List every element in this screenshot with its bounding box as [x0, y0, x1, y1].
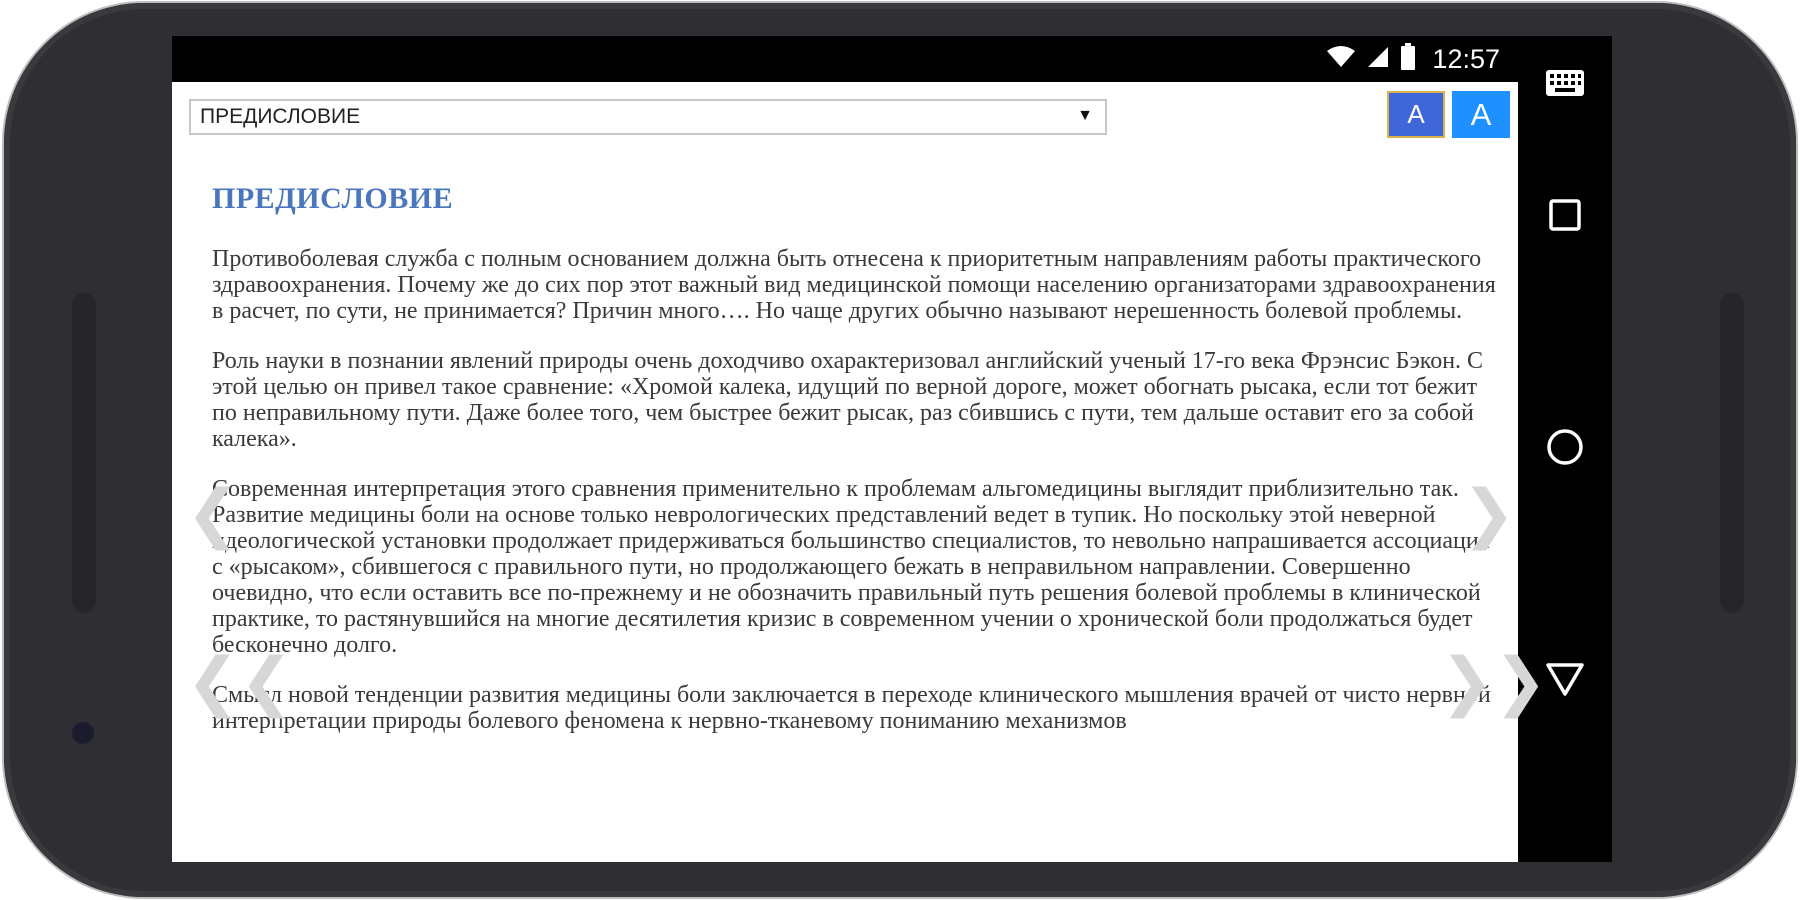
status-bar — [172, 36, 1518, 82]
article-content — [212, 182, 1502, 758]
keyboard-icon[interactable] — [1542, 60, 1588, 106]
battery-icon — [1400, 43, 1416, 76]
cell-signal-icon — [1366, 45, 1390, 74]
article-paragraph-2: Роль науки в познании явлений природы очень доходчиво охарактеризовал английский ученый 17-го века Фрэнсис Бэкон. С этой целью он привел такое сравнение: «Хромой калека, идущий по верной дороге, может обогнать рысака, если тот бежит по неправильному пути. Даже более того, чем быстрее бежит рысак, раз сбившись с пути, тем дальше оставит его за собой калека». — [212, 348, 1484, 452]
reader-app — [172, 82, 1548, 862]
article-paragraph-4: Смысл новой тенденции развития медицины боли заключается в переходе клинического мышления врачей от чисто нервной интерпретации природы болевого феномена к нервно-тканевому пониманию механизмов — [212, 682, 1491, 734]
prev-page-button[interactable]: ❮ — [186, 477, 240, 551]
next-page-button[interactable]: ❯ — [1462, 477, 1516, 551]
navigation-bar — [1518, 36, 1612, 862]
article-paragraph-1: Противоболевая служба с полным основанием должна быть отнесена к приоритетным направлениям работы практического здравоохранения. Почему же до сих пор этот важный вид медицинской помощи населению организаторами здравоохранения в расчет, по сути, не принимается? Причин много…. Но чаще других обычно называют нерешенность болевой проблемы. — [212, 246, 1496, 324]
speaker-grille-right — [1720, 293, 1744, 613]
wifi-icon — [1326, 45, 1356, 74]
recents-icon[interactable] — [1542, 192, 1588, 238]
chapter-select[interactable] — [189, 99, 1107, 135]
font-decrease-button[interactable]: A — [1387, 91, 1445, 138]
article-title: ПРЕДИСЛОВИЕ — [212, 182, 454, 215]
chapter-select-value: ПРЕДИСЛОВИЕ — [200, 105, 361, 128]
article-paragraph-3: Современная интерпретация этого сравнения применительно к проблемам альгомедицины выглядит приблизительно так. Развитие медицины боли на основе только неврологических представлений ведет в тупик. Но поскольку этой неверной идеологической установки продолжает придерживаться большинство специалистов, то невольно напрашивается ассоциация с «рысаком», сбившегося с правильного пути, но продолжающего бежать в неправильном направлении. Совершенно очевидно, что если оставить все по-прежнему и не обозначить правильный путь решения болевой проблемы в клинической практике, то растянувшийся на многие десятилетия кризис в современном учении о хронической боли продолжаться будет бесконечно долго. — [212, 476, 1490, 658]
font-increase-button[interactable]: A — [1452, 91, 1510, 138]
device-screen — [172, 36, 1612, 862]
front-camera — [72, 722, 94, 744]
home-icon[interactable] — [1542, 424, 1588, 470]
speaker-grille-left — [72, 293, 96, 613]
status-time: 12:57 — [1432, 43, 1500, 74]
last-page-button[interactable]: ❯❯ — [1440, 645, 1548, 719]
first-page-button[interactable]: ❮❮ — [186, 645, 294, 719]
dropdown-arrow-icon: ▼ — [1077, 107, 1093, 124]
back-icon[interactable] — [1542, 656, 1588, 702]
